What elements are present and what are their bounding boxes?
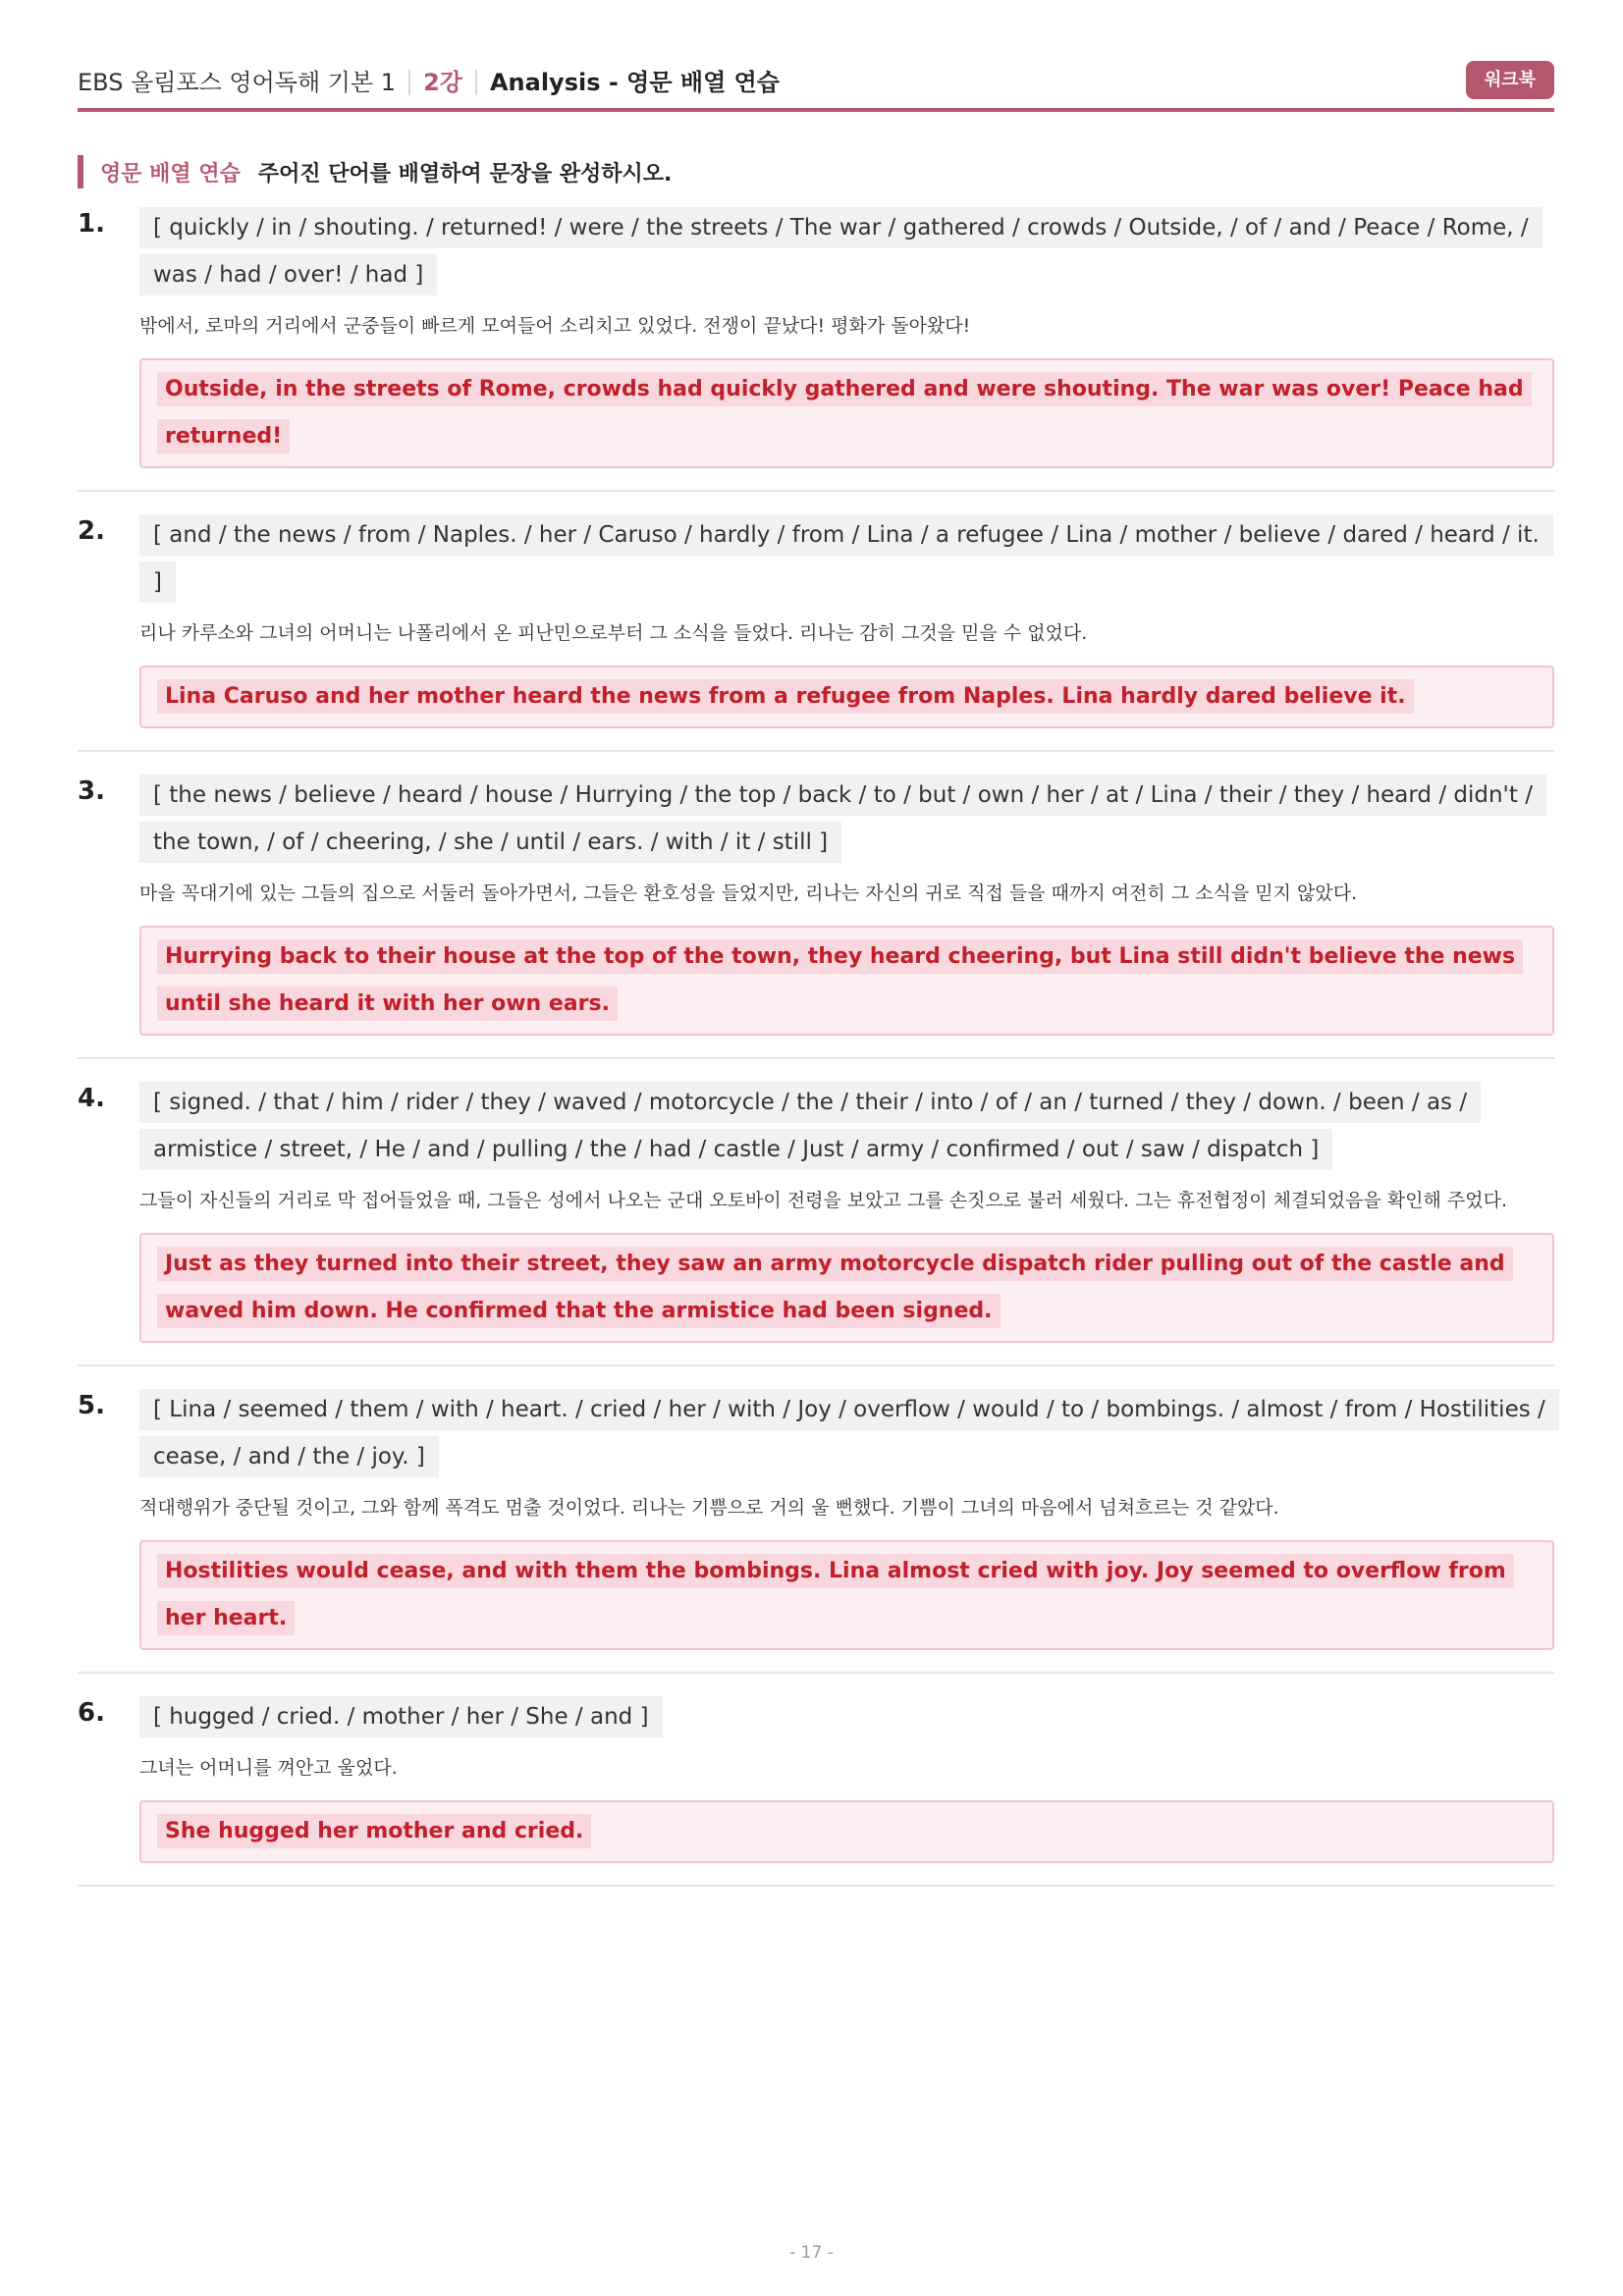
lesson-number: 2강	[423, 69, 462, 96]
answer-text: Hostilities would cease, and with them the bombings. Lina almost cried with joy. Joy seemed to overflow from her heart.	[157, 1554, 1514, 1635]
exercise-item	[78, 511, 1554, 752]
korean-translation: 적대행위가 중단될 것이고, 그와 함께 폭격도 멈출 것이었다. 리나는 기쁨으로 거의 울 뻔했다. 기쁨이 그녀의 마음에서 넘쳐흐르는 것 같았다.	[139, 1497, 1279, 1519]
answer-box	[139, 358, 1554, 468]
answer-text: Just as they turned into their street, they saw an army motorcycle dispatch rider pulling out of the castle and waved him down. He confirmed that the armistice had been signed.	[157, 1247, 1513, 1328]
exercise-item	[78, 204, 1554, 492]
word-bank	[139, 772, 1554, 866]
item-number: 2.	[78, 516, 105, 546]
exercise-item	[78, 1693, 1554, 1887]
word-bank	[139, 204, 1554, 298]
answer-text: Outside, in the streets of Rome, crowds had quickly gathered and were shouting. The war was over! Peace had returned!	[157, 372, 1532, 454]
header-divider	[408, 70, 410, 95]
word-bank-text: [ and / the news / from / Naples. / her / Caruso / hardly / from / Lina / a refugee / Lina / mother / believe / dared / heard / it. ]	[139, 514, 1553, 603]
item-number: 1.	[78, 209, 105, 239]
exercise-list	[78, 204, 1554, 1906]
item-number: 3.	[78, 776, 105, 806]
page-number: - 17 -	[789, 2243, 834, 2263]
korean-translation: 그들이 자신들의 거리로 막 접어들었을 때, 그들은 성에서 나오는 군대 오토바이 전령을 보았고 그를 손짓으로 불러 세웠다. 그는 휴전협정이 체결되었음을 확인해 주었다.	[139, 1190, 1508, 1211]
korean-translation: 밖에서, 로마의 거리에서 군중들이 빠르게 모여들어 소리치고 있었다. 전쟁이 끝났다! 평화가 돌아왔다!	[139, 315, 971, 337]
korean-translation: 리나 카루소와 그녀의 어머니는 나폴리에서 온 피난민으로부터 그 소식을 들었다. 리나는 감히 그것을 믿을 수 없었다.	[139, 622, 1088, 644]
book-title: EBS 올림포스 영어독해 기본 1	[78, 69, 397, 96]
answer-box	[139, 1540, 1554, 1650]
word-bank-text: [ Lina / seemed / them / with / heart. / cried / her / with / Joy / overflow / would / to / bombings. / almost / from / Hostilities / cease, / and / the / joy. ]	[139, 1389, 1559, 1477]
korean-translation: 그녀는 어머니를 껴안고 울었다.	[139, 1757, 398, 1779]
korean-translation: 마을 꼭대기에 있는 그들의 집으로 서둘러 돌아가면서, 그들은 환호성을 들었지만, 리나는 자신의 귀로 직접 들을 때까지 여전히 그 소식을 믿지 않았다.	[139, 882, 1358, 904]
word-bank-text: [ quickly / in / shouting. / returned! / were / the streets / The war / gathered / crowds / Outside, / of / and / Peace / Rome, / was / had / over! / had ]	[139, 207, 1542, 295]
answer-text: Lina Caruso and her mother heard the news from a refugee from Naples. Lina hardly dared believe it.	[157, 679, 1414, 714]
page-header	[78, 61, 1554, 112]
exercise-item	[78, 772, 1554, 1059]
word-bank-text: [ signed. / that / him / rider / they / waved / motorcycle / the / their / into / of / an / turned / they / down. / been / as / armistice / street, / He / and / pulling / the / had / castle / Just / army / confirmed / out / saw / dispatch ]	[139, 1082, 1481, 1170]
instruction-bar	[78, 155, 672, 188]
exercise-item	[78, 1079, 1554, 1366]
word-bank-text: [ the news / believe / heard / house / Hurrying / the top / back / to / but / own / her / at / Lina / their / they / heard / didn't / the town, / of / cheering, / she / until / ears. / with / it / still ]	[139, 774, 1546, 863]
workbook-badge: 워크북	[1466, 61, 1554, 99]
section-title: Analysis - 영문 배열 연습	[489, 69, 780, 96]
word-bank	[139, 511, 1554, 606]
instruction-label: 영문 배열 연습	[100, 161, 241, 187]
answer-text: Hurrying back to their house at the top of the town, they heard cheering, but Lina still didn't believe the news until she heard it with her own ears.	[157, 939, 1523, 1021]
word-bank	[139, 1693, 1554, 1740]
item-number: 6.	[78, 1698, 105, 1728]
instruction-text: 주어진 단어를 배열하여 문장을 완성하시오.	[257, 161, 673, 187]
answer-text: She hugged her mother and cried.	[157, 1814, 591, 1848]
exercise-item	[78, 1386, 1554, 1674]
item-number: 4.	[78, 1084, 105, 1113]
word-bank	[139, 1079, 1554, 1173]
item-number: 5.	[78, 1391, 105, 1420]
word-bank-text: [ hugged / cried. / mother / her / She / and ]	[139, 1696, 663, 1737]
answer-box	[139, 666, 1554, 728]
answer-box	[139, 1233, 1554, 1343]
word-bank	[139, 1386, 1554, 1480]
answer-box	[139, 1800, 1554, 1863]
answer-box	[139, 926, 1554, 1036]
header-divider	[475, 70, 477, 95]
